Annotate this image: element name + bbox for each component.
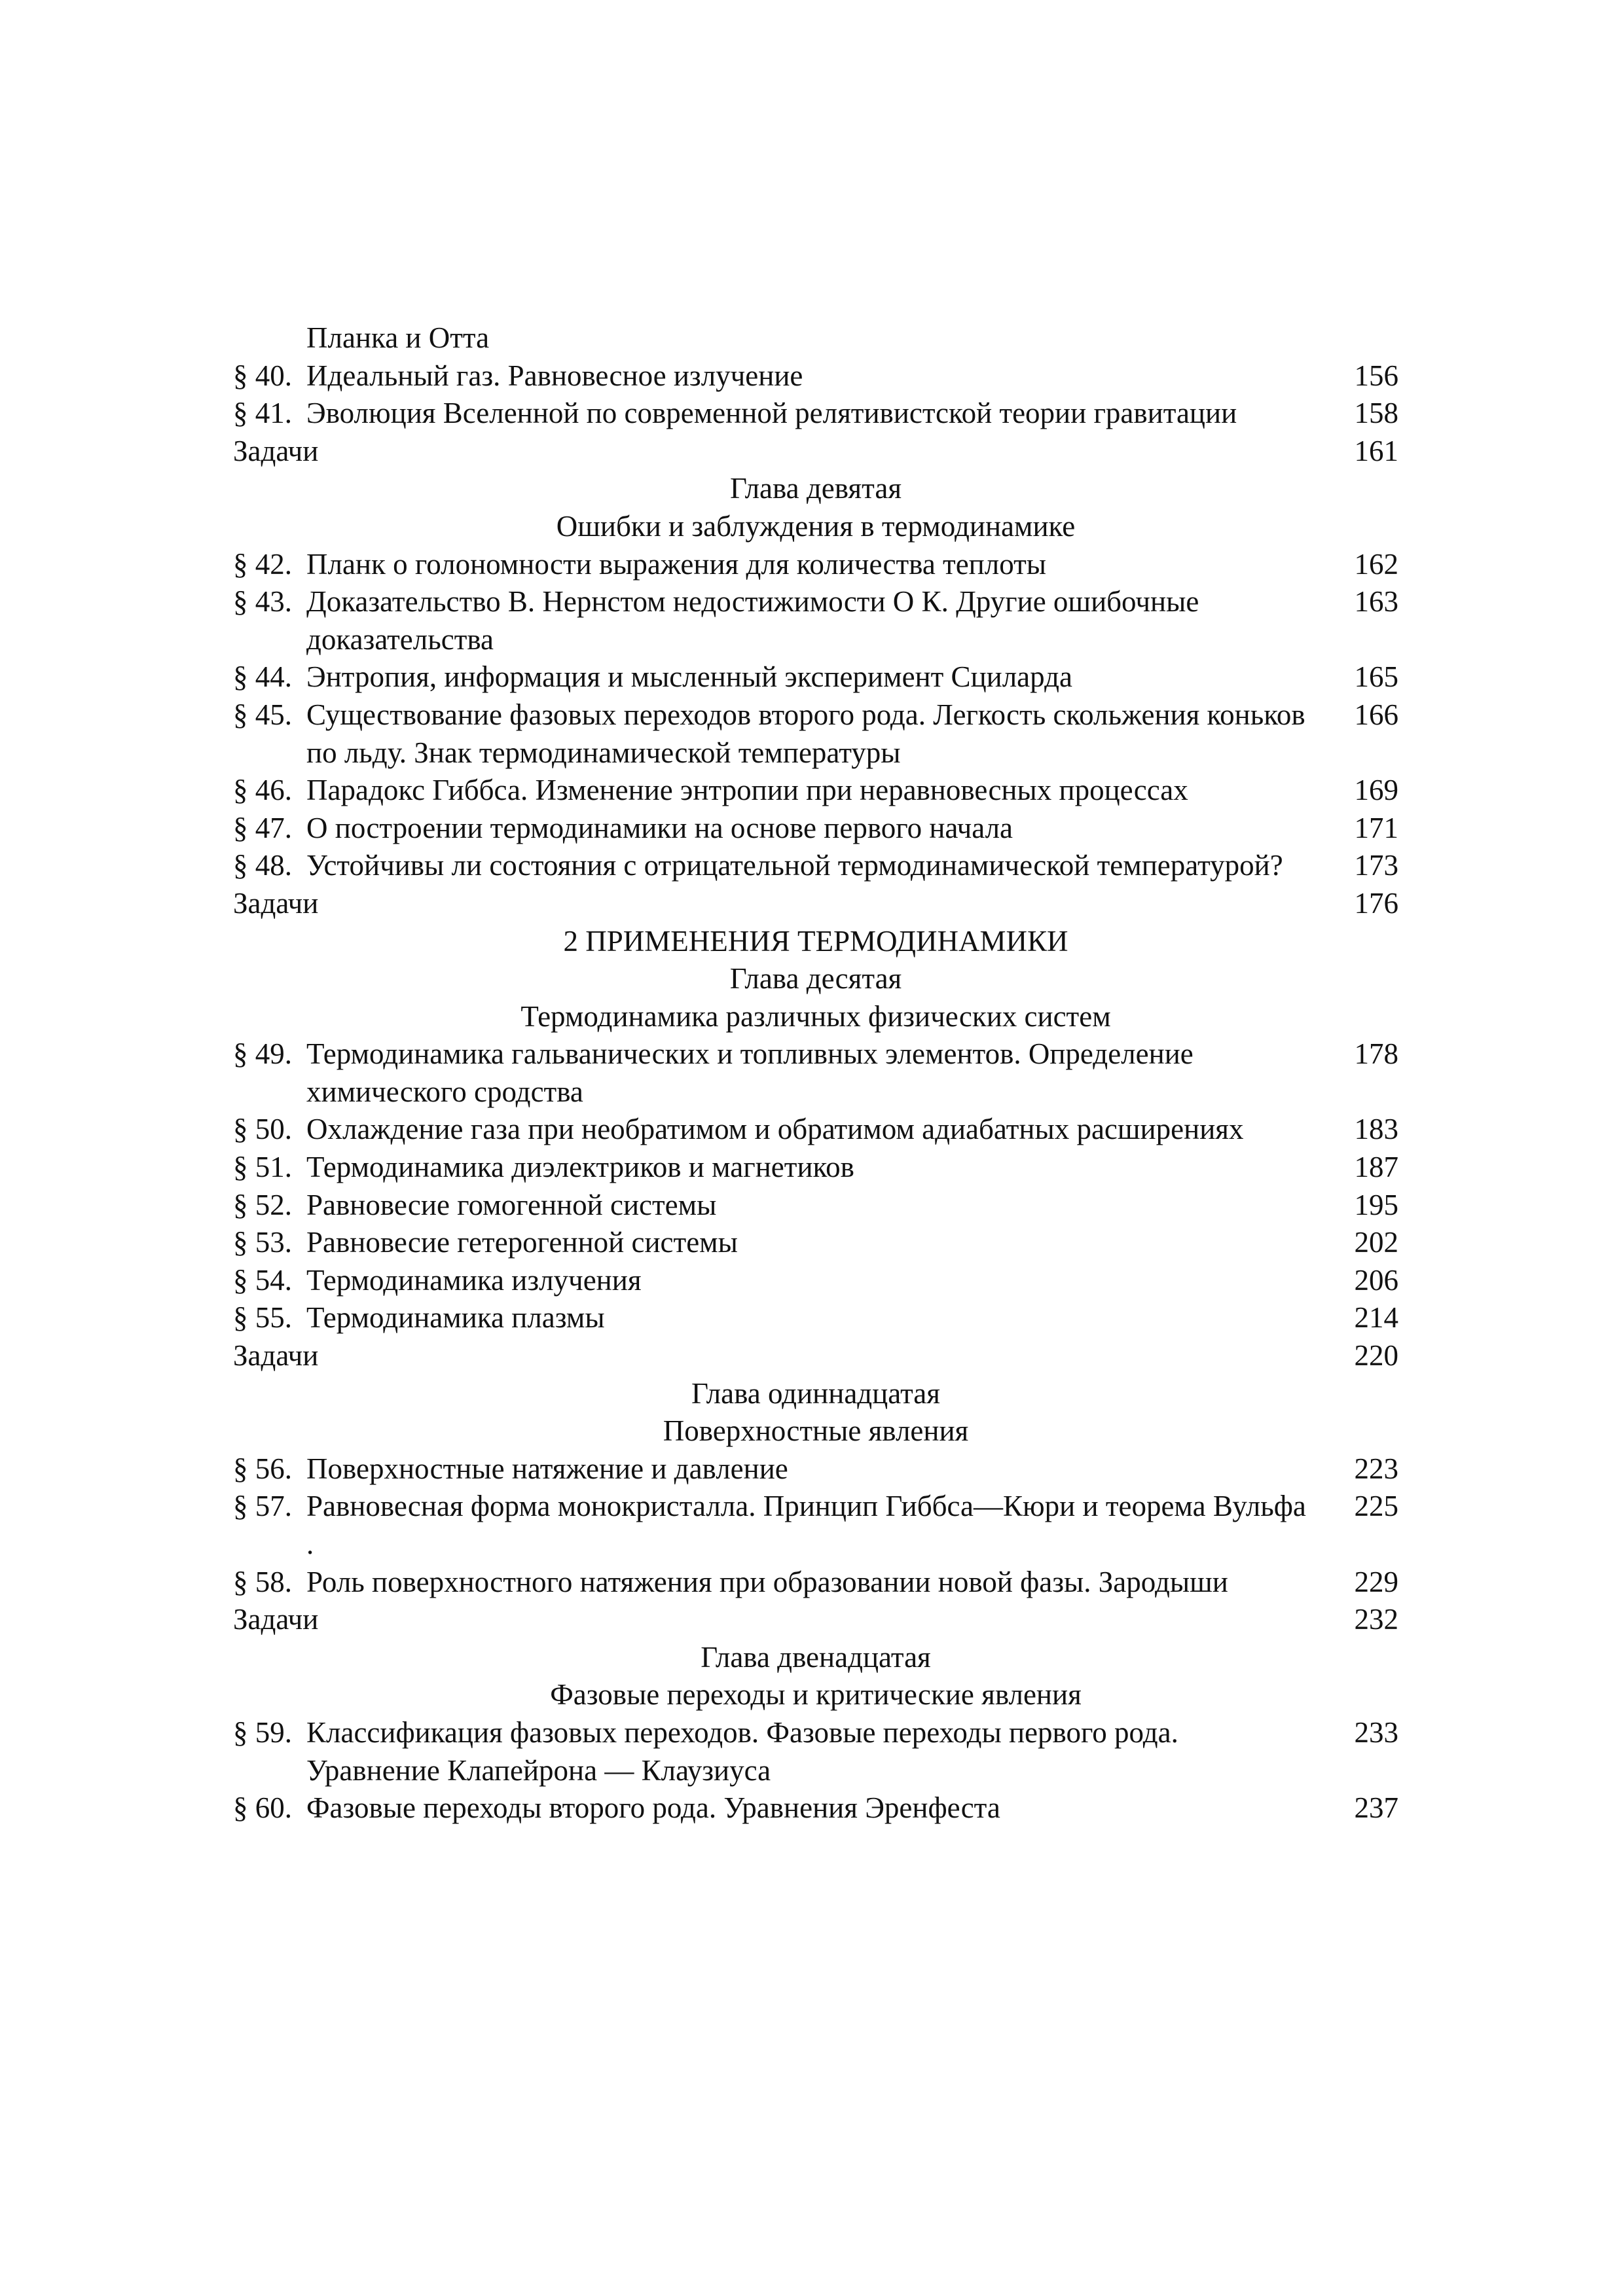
toc-section-title: Охлаждение газа при необратимом и обратимом адиабатных расширениях — [306, 1113, 1244, 1146]
toc-entry — [233, 546, 1398, 584]
toc-page-number: 158 — [1354, 397, 1398, 430]
toc-section-number: § 53. — [233, 1226, 292, 1259]
toc-section-number: § 56. — [233, 1452, 292, 1485]
toc-page-number: 202 — [1354, 1226, 1398, 1259]
toc-entry — [233, 1299, 1398, 1337]
toc-heading: Фазовые переходы и критические явления — [550, 1678, 1082, 1712]
toc-section-title: Термодинамика плазмы — [306, 1301, 605, 1335]
toc-section-title: Роль поверхностного натяжения при образовании новой фазы. Зародыши — [306, 1565, 1228, 1598]
toc-entry — [233, 772, 1398, 810]
toc-section-title: Доказательство В. Нернстом недостижимости О К. Другие ошибочные доказательства — [306, 585, 1199, 656]
toc-page-number: 156 — [1354, 359, 1398, 392]
toc-entry — [233, 1789, 1398, 1827]
toc-entry — [233, 1111, 1398, 1149]
toc-entry — [233, 1714, 1398, 1789]
toc-section-number: § 44. — [233, 660, 292, 694]
toc-entry — [233, 810, 1398, 848]
toc-section-title: Существование фазовых переходов второго рода. Легкость скольжения коньков по льду. Знак термодинамической температуры — [306, 698, 1305, 769]
toc-section-number: § 55. — [233, 1301, 292, 1335]
toc-problems-row — [233, 1601, 1398, 1639]
toc-entry-text — [233, 772, 1313, 810]
toc-section-title: Термодинамика гальванических и топливных элементов. Определение химического сродства — [306, 1037, 1194, 1108]
toc-section-number: § 47. — [233, 811, 292, 844]
toc-page-number: 183 — [1354, 1113, 1398, 1146]
toc-entry — [233, 583, 1398, 658]
toc-section-title: Парадокс Гиббса. Изменение энтропии при неравновесных процессах — [306, 774, 1188, 807]
toc-row-title: Задачи — [233, 1603, 319, 1636]
toc-page-number: 223 — [1354, 1452, 1398, 1485]
toc-section-number: § 59. — [233, 1715, 292, 1749]
toc-entry — [233, 1262, 1398, 1300]
toc-section-title: Классификация фазовых переходов. Фазовые переходы первого рода. Уравнение Клапейрона — Клаузиуса — [306, 1715, 1178, 1787]
toc-entry — [233, 357, 1398, 395]
toc-entry-text — [233, 1564, 1313, 1602]
toc-heading: Глава одиннадцатая — [691, 1376, 940, 1410]
toc-page-number: 220 — [1354, 1339, 1398, 1372]
toc-page-number: 237 — [1354, 1791, 1398, 1825]
toc-section-title: Энтропия, информация и мысленный эксперимент Сциларда — [306, 660, 1072, 694]
toc-entry — [233, 1564, 1398, 1602]
toc-entry — [233, 395, 1398, 433]
toc-entry — [233, 1224, 1398, 1262]
toc-page-number: 214 — [1354, 1301, 1398, 1335]
toc-continuation-text: Планка и Отта — [306, 321, 490, 354]
toc-page-number: 233 — [1354, 1715, 1398, 1749]
toc-entry-text — [233, 1111, 1313, 1149]
toc-page-number: 206 — [1354, 1263, 1398, 1297]
toc-entry-text — [233, 357, 1313, 395]
toc-section-number: § 46. — [233, 774, 292, 807]
toc-section-title: Равновесие гомогенной системы — [306, 1188, 717, 1221]
toc-entry-text — [233, 1299, 1313, 1337]
toc-section-number: § 54. — [233, 1263, 292, 1297]
table-of-contents — [233, 319, 1398, 1827]
toc-page-number: 178 — [1354, 1037, 1398, 1071]
toc-page-number: 169 — [1354, 774, 1398, 807]
toc-page-number: 195 — [1354, 1188, 1398, 1221]
toc-entry — [233, 847, 1398, 885]
toc-entry-text — [233, 658, 1313, 696]
toc-page-number: 225 — [1354, 1490, 1398, 1523]
toc-heading: 2 ПРИМЕНЕНИЯ ТЕРМОДИНАМИКИ — [563, 924, 1068, 958]
toc-entry-text — [233, 395, 1313, 433]
toc-heading: Глава девятая — [729, 472, 902, 505]
toc-section-title: Равновесная форма монокристалла. Принцип Гиббса—Кюри и теорема Вульфа . — [306, 1490, 1306, 1560]
toc-section-title: Термодинамика диэлектриков и магнетиков — [306, 1151, 854, 1184]
toc-section-number: § 60. — [233, 1791, 292, 1825]
toc-page-number: 161 — [1354, 434, 1398, 467]
toc-heading: Поверхностные явления — [663, 1414, 969, 1448]
toc-section-number: § 42. — [233, 547, 292, 581]
toc-section-title: Поверхностные натяжение и давление — [306, 1452, 788, 1485]
toc-page-number: 162 — [1354, 547, 1398, 581]
toc-heading: Глава десятая — [729, 962, 902, 996]
toc-entry — [233, 658, 1398, 696]
toc-section-title: Равновесие гетерогенной системы — [306, 1226, 738, 1259]
toc-entry-text — [233, 583, 1313, 658]
toc-continuation — [233, 319, 1398, 357]
toc-entry-text — [233, 1035, 1313, 1111]
toc-page-number: 163 — [1354, 585, 1398, 619]
toc-section-title: Эволюция Вселенной по современной релятивистской теории гравитации — [306, 397, 1237, 430]
toc-section-number: § 50. — [233, 1113, 292, 1146]
toc-section-number: § 40. — [233, 359, 292, 392]
toc-page-number: 176 — [1354, 886, 1398, 920]
toc-entry — [233, 1149, 1398, 1187]
toc-problems-row — [233, 433, 1398, 471]
toc-section-number: § 51. — [233, 1151, 292, 1184]
toc-section-number: § 49. — [233, 1037, 292, 1071]
toc-entry-text — [233, 1450, 1313, 1488]
toc-problems-row — [233, 1337, 1398, 1375]
toc-section-number: § 45. — [233, 698, 292, 731]
toc-section-title: Термодинамика излучения — [306, 1263, 642, 1297]
toc-entry-text — [233, 1262, 1313, 1300]
toc-entry — [233, 1450, 1398, 1488]
toc-entry-text — [233, 1149, 1313, 1187]
toc-page-number: 171 — [1354, 811, 1398, 844]
toc-section-number: § 48. — [233, 849, 292, 882]
toc-entry — [233, 1035, 1398, 1111]
toc-section-number: § 41. — [233, 397, 292, 430]
toc-entry-text — [233, 696, 1313, 772]
toc-row-title: Задачи — [233, 434, 319, 467]
toc-section-title: Идеальный газ. Равновесное излучение — [306, 359, 803, 392]
toc-section-number: § 57. — [233, 1490, 292, 1523]
toc-row-title: Задачи — [233, 886, 319, 920]
toc-page-number: 229 — [1354, 1565, 1398, 1598]
toc-heading: Термодинамика различных физических систем — [520, 999, 1111, 1033]
toc-entry-text — [233, 847, 1313, 885]
toc-entry-text — [233, 1789, 1313, 1827]
toc-section-title: Устойчивы ли состояния с отрицательной термодинамической температурой? — [306, 849, 1283, 882]
toc-heading: Глава двенадцатая — [701, 1640, 931, 1674]
toc-section-number: § 58. — [233, 1565, 292, 1598]
toc-entry — [233, 1187, 1398, 1225]
toc-section-number: § 52. — [233, 1188, 292, 1221]
toc-entry — [233, 696, 1398, 772]
toc-page-number: 166 — [1354, 698, 1398, 731]
toc-section-title: Планк о голономности выражения для количества теплоты — [306, 547, 1047, 581]
toc-page-number: 187 — [1354, 1151, 1398, 1184]
toc-page-number: 173 — [1354, 849, 1398, 882]
toc-section-title: О построении термодинамики на основе первого начала — [306, 811, 1013, 844]
toc-entry-text — [233, 810, 1313, 848]
toc-problems-row — [233, 885, 1398, 923]
toc-entry-text — [233, 1488, 1313, 1563]
toc-row-title: Задачи — [233, 1339, 319, 1372]
toc-entry-text — [233, 1187, 1313, 1225]
toc-heading: Ошибки и заблуждения в термодинамике — [556, 509, 1076, 543]
toc-entry — [233, 1488, 1398, 1563]
toc-page-number: 232 — [1354, 1603, 1398, 1636]
toc-entry-text — [233, 546, 1313, 584]
toc-entry-text — [233, 1224, 1313, 1262]
toc-entry-text — [233, 1714, 1313, 1789]
toc-section-number: § 43. — [233, 585, 292, 619]
toc-list — [233, 357, 1398, 1827]
toc-page-number: 165 — [1354, 660, 1398, 694]
toc-section-title: Фазовые переходы второго рода. Уравнения Эренфеста — [306, 1791, 1000, 1825]
